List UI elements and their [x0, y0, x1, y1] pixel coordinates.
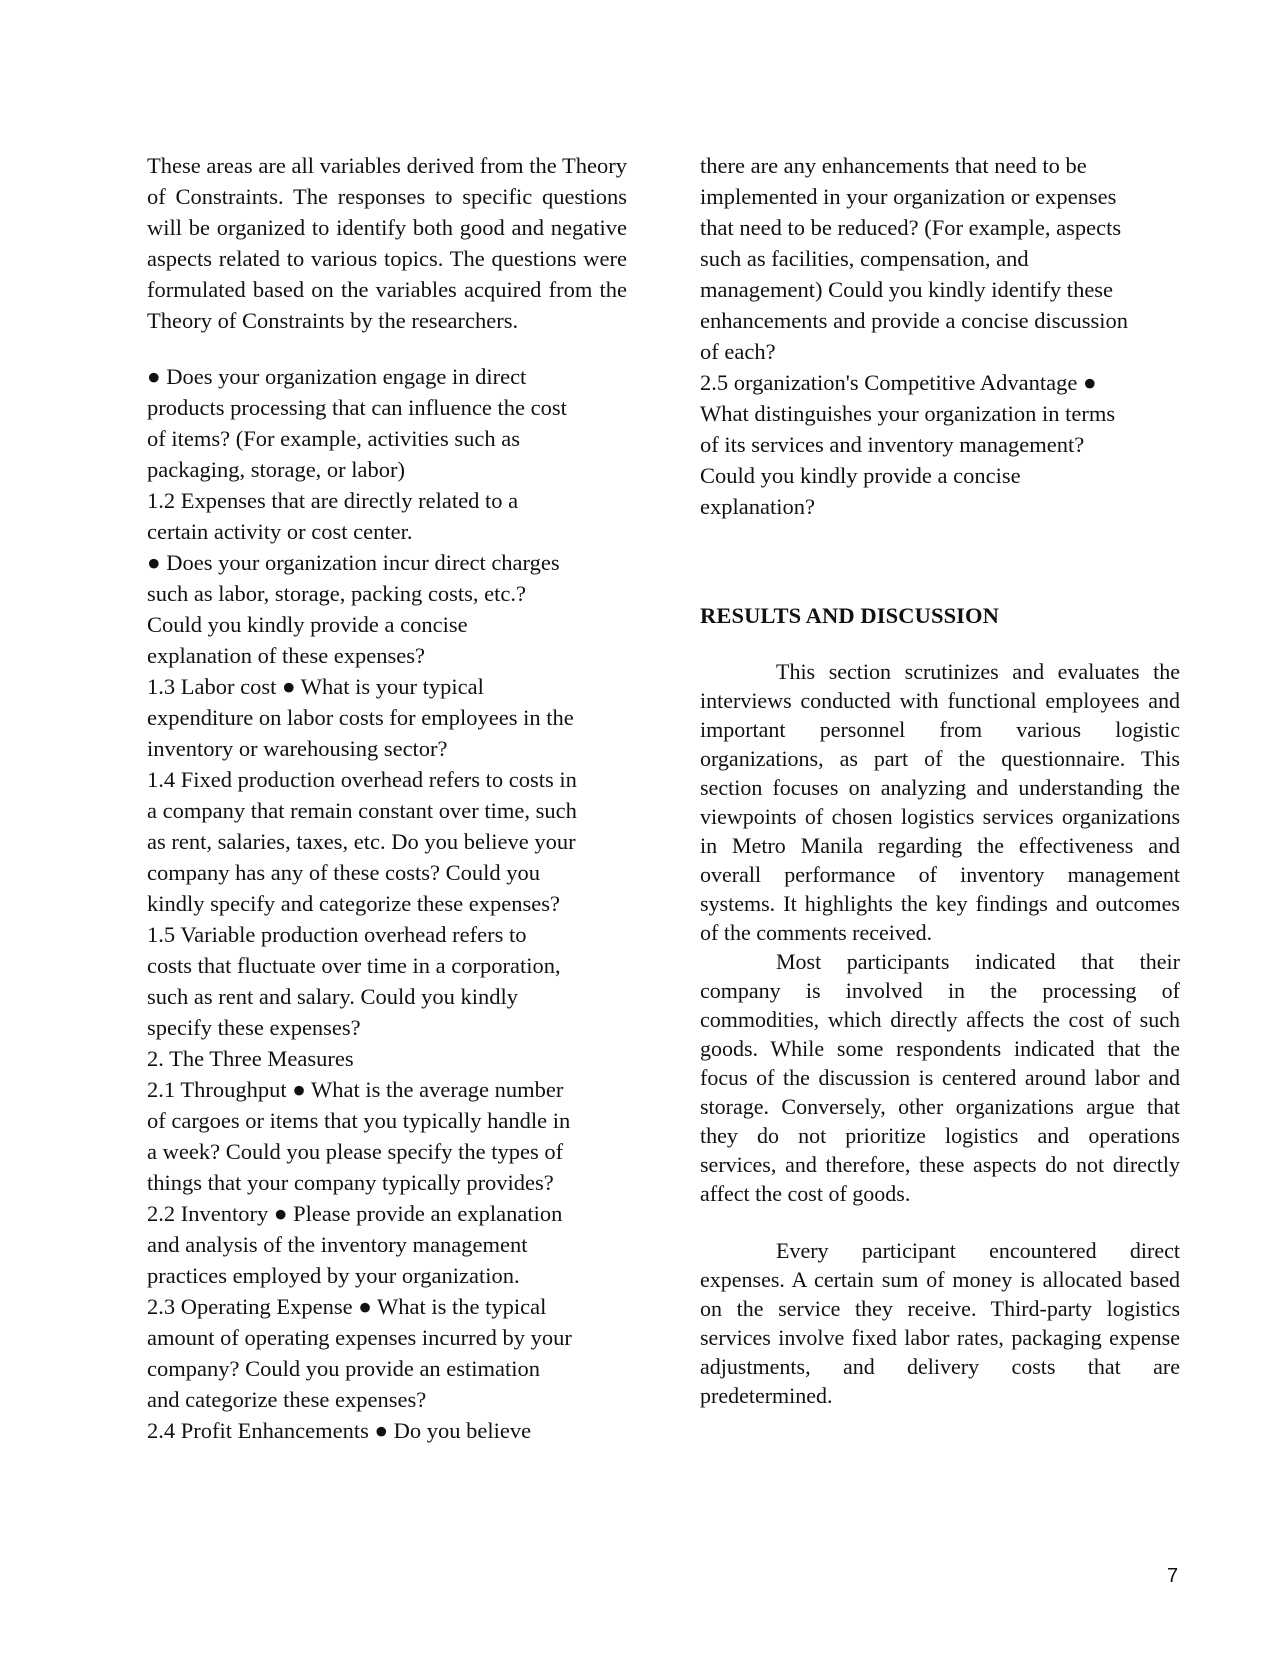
- text-line: of items? (For example, activities such as: [147, 426, 521, 451]
- left-column: [147, 150, 627, 1446]
- text-line: such as labor, storage, packing costs, etc.?: [147, 581, 526, 606]
- text-line: products processing that can influence the cost: [147, 395, 567, 420]
- text-line: 2. The Three Measures: [147, 1046, 354, 1071]
- text-line: amount of operating expenses incurred by your: [147, 1325, 572, 1350]
- text-line: as rent, salaries, taxes, etc. Do you believe your: [147, 829, 576, 854]
- text-line: of its services and inventory management?: [700, 432, 1085, 457]
- text-line: and categorize these expenses?: [147, 1387, 427, 1412]
- text-line: 1.3 Labor cost ● What is your typical: [147, 674, 484, 699]
- page-number: 7: [1167, 1565, 1179, 1587]
- text-line: enhancements and provide a concise discussion: [700, 308, 1128, 333]
- results-paragraph-2: Most participants indicated that their company is involved in the processing of commodities, which directly affects the cost of such goods. While some respondents indicated that the focus of the discussion is centered around labor and storage. Conversely, other organizations argue that they do not prioritize logistics and operations services, and therefore, these aspects do not directly affect the cost of goods.: [700, 949, 1180, 1206]
- text-line: specify these expenses?: [147, 1015, 361, 1040]
- section-heading: RESULTS AND DISCUSSION: [700, 603, 999, 628]
- text-line: of cargoes or items that you typically handle in: [147, 1108, 571, 1133]
- text-line: 2.2 Inventory ● Please provide an explanation: [147, 1201, 563, 1226]
- text-line: things that your company typically provides?: [147, 1170, 554, 1195]
- text-line: ● Does your organization incur direct charges: [147, 550, 560, 575]
- results-paragraph-1: This section scrutinizes and evaluates the interviews conducted with functional employees and important personnel from various logistic organizations, as part of the questionnaire. This section focuses on analyzing and understanding the viewpoints of chosen logistics services organizations in Metro Manila regarding the effectiveness and overall performance of inventory management systems. It highlights the key findings and outcomes of the comments received.: [700, 659, 1180, 945]
- text-line: company has any of these costs? Could you: [147, 860, 541, 885]
- results-paragraph-3: Every participant encountered direct expenses. A certain sum of money is allocated based on the service they receive. Third-party logistics services involve fixed labor rates, packaging expense adjustments, and delivery costs that are predetermined.: [700, 1238, 1180, 1408]
- text-line: explanation of these expenses?: [147, 643, 426, 668]
- right-column: [700, 150, 1180, 1410]
- text-line: 1.4 Fixed production overhead refers to costs in: [147, 767, 577, 792]
- text-line: 2.3 Operating Expense ● What is the typical: [147, 1294, 547, 1319]
- text-line: 1.5 Variable production overhead refers to: [147, 922, 527, 947]
- text-line: a week? Could you please specify the types of: [147, 1139, 564, 1164]
- text-line: implemented in your organization or expenses: [700, 184, 1117, 209]
- heading-gap: [700, 631, 1180, 657]
- text-line: and analysis of the inventory management: [147, 1232, 528, 1257]
- text-line: costs that fluctuate over time in a corporation,: [147, 953, 561, 978]
- paragraph-gap: [700, 1208, 1180, 1236]
- text-line: What distinguishes your organization in terms: [700, 401, 1116, 426]
- text-line: Could you kindly provide a concise: [147, 612, 468, 637]
- text-line: management) Could you kindly identify these: [700, 277, 1114, 302]
- text-line: Could you kindly provide a concise: [700, 463, 1021, 488]
- text-line: inventory or warehousing sector?: [147, 736, 448, 761]
- text-line: packaging, storage, or labor): [147, 457, 406, 482]
- text-line: such as facilities, compensation, and: [700, 246, 1029, 271]
- question-list-continued: [700, 150, 1180, 522]
- text-line: 1.2 Expenses that are directly related to a: [147, 488, 519, 513]
- text-line: 2.5 organization's Competitive Advantage ●: [700, 370, 1097, 395]
- text-line: 2.4 Profit Enhancements ● Do you believe: [147, 1418, 532, 1443]
- text-line: company? Could you provide an estimation: [147, 1356, 541, 1381]
- text-line: 2.1 Throughput ● What is the average number: [147, 1077, 564, 1102]
- intro-paragraph: These areas are all variables derived from the Theory of Constraints. The responses to specific questions will be organized to identify both good and negative aspects related to various topics. The questions were formulated based on the variables acquired from the Theory of Constraints by the researchers.: [147, 153, 627, 333]
- text-line: there are any enhancements that need to be: [700, 153, 1087, 178]
- text-line: certain activity or cost center.: [147, 519, 413, 544]
- text-line: that need to be reduced? (For example, aspects: [700, 215, 1122, 240]
- text-line: such as rent and salary. Could you kindly: [147, 984, 518, 1009]
- text-line: a company that remain constant over time, such: [147, 798, 577, 823]
- text-line: kindly specify and categorize these expenses?: [147, 891, 560, 916]
- text-line: practices employed by your organization.: [147, 1263, 520, 1288]
- section-gap: [700, 522, 1180, 600]
- text-line: ● Does your organization engage in direct: [147, 364, 527, 389]
- paragraph-gap: [147, 336, 627, 361]
- question-list: [147, 361, 627, 1446]
- text-line: expenditure on labor costs for employees in the: [147, 705, 574, 730]
- text-line: explanation?: [700, 494, 815, 519]
- text-line: of each?: [700, 339, 776, 364]
